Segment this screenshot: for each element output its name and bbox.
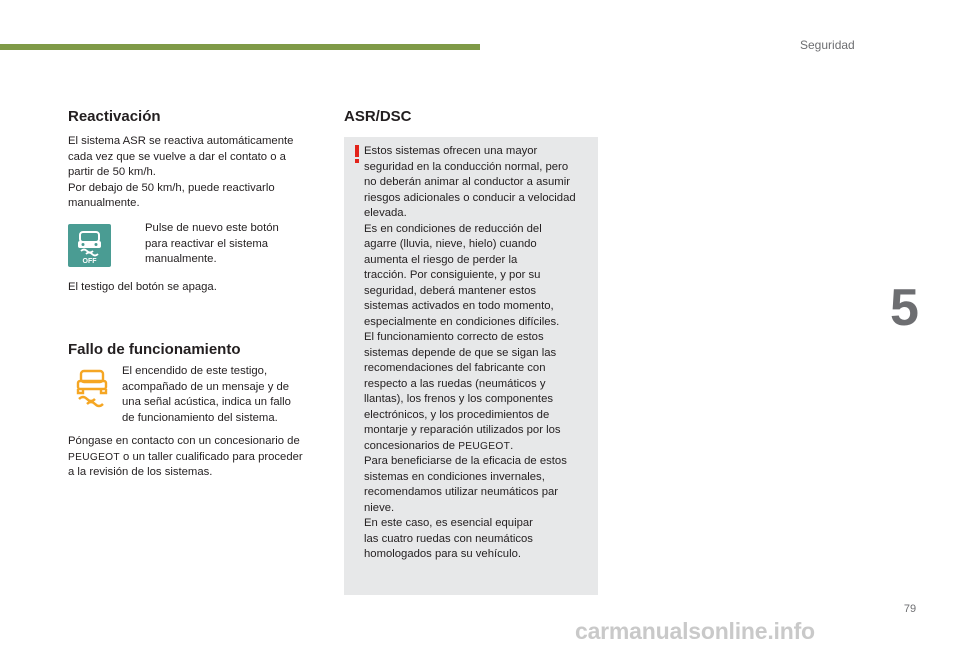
lamp-off-text: El testigo del botón se apaga. xyxy=(68,281,217,293)
contact-text-start: Póngase en contacto con un concesionario de xyxy=(68,435,300,447)
section-title: Seguridad xyxy=(800,38,855,52)
note-text-part1: Estos sistemas ofrecen una mayor seguridad en la conducción normal, pero no deberán animar al conductor a asumir riesgos adicionales o conducir a velocidad elevada. Es en condiciones de reducción del agarre (lluvia, nieve, hielo) cuando aumenta el riesgo de perder la tracción. Por consiguiente, y por su seguridad, deberá mantener estos sistemas activados en todo momento, especialmente en condiciones difíciles. El funcionamiento correcto de estos sistemas depende de que se sigan las recomendaciones del fabricante con respecto a las ruedas (neumáticos y llantas), los frenos y los componentes electrónicos, y los procedimientos de montarje y reparación utilizados por los concesionarios de xyxy=(364,145,576,452)
chapter-number: 5 xyxy=(890,279,919,337)
asr-fault-warning-icon xyxy=(72,367,112,409)
asr-dsc-heading: ASR/DSC xyxy=(344,108,412,125)
contact-dealer-text xyxy=(68,434,333,481)
exclamation-icon xyxy=(352,145,362,163)
reactivation-instruction: Pulse de nuevo este botón para reactivar el sistema manualmente. xyxy=(145,222,279,265)
note-text-part2: . Para beneficiarse de la eficacia de estos sistemas en condiciones invernales, recomendamos utilizar neumáticos par nieve. En este caso, es esencial equipar las cuatro ruedas con neumáticos homologados para su vehículo. xyxy=(364,439,567,560)
fallo-paragraph: El encendido de este testigo, acompañado de un mensaje y de una señal acústica, indica un fallo de funcionamiento del sistema. xyxy=(122,365,291,424)
reactivacion-heading: Reactivación xyxy=(68,108,161,125)
note-brand-name: PEUGEOT xyxy=(458,440,511,452)
safety-note-text xyxy=(364,144,594,563)
watermark: carmanualsonline.info xyxy=(575,618,815,644)
brand-name: PEUGEOT xyxy=(68,451,120,463)
asr-off-label: OFF xyxy=(82,258,97,265)
reactivacion-paragraph: El sistema ASR se reactiva automáticamente cada vez que se vuelve a dar el contato o a partir de 50 km/h. Por debajo de 50 km/h, puede reactivarlo manualmente. xyxy=(68,135,294,209)
asr-off-button-icon xyxy=(68,224,111,267)
header-accent-bar xyxy=(0,44,480,50)
page-number: 79 xyxy=(903,603,917,615)
fallo-heading: Fallo de funcionamiento xyxy=(68,341,241,358)
contact-text-end: o un taller cualificado para proceder a la revisión de los sistemas. xyxy=(68,450,303,478)
